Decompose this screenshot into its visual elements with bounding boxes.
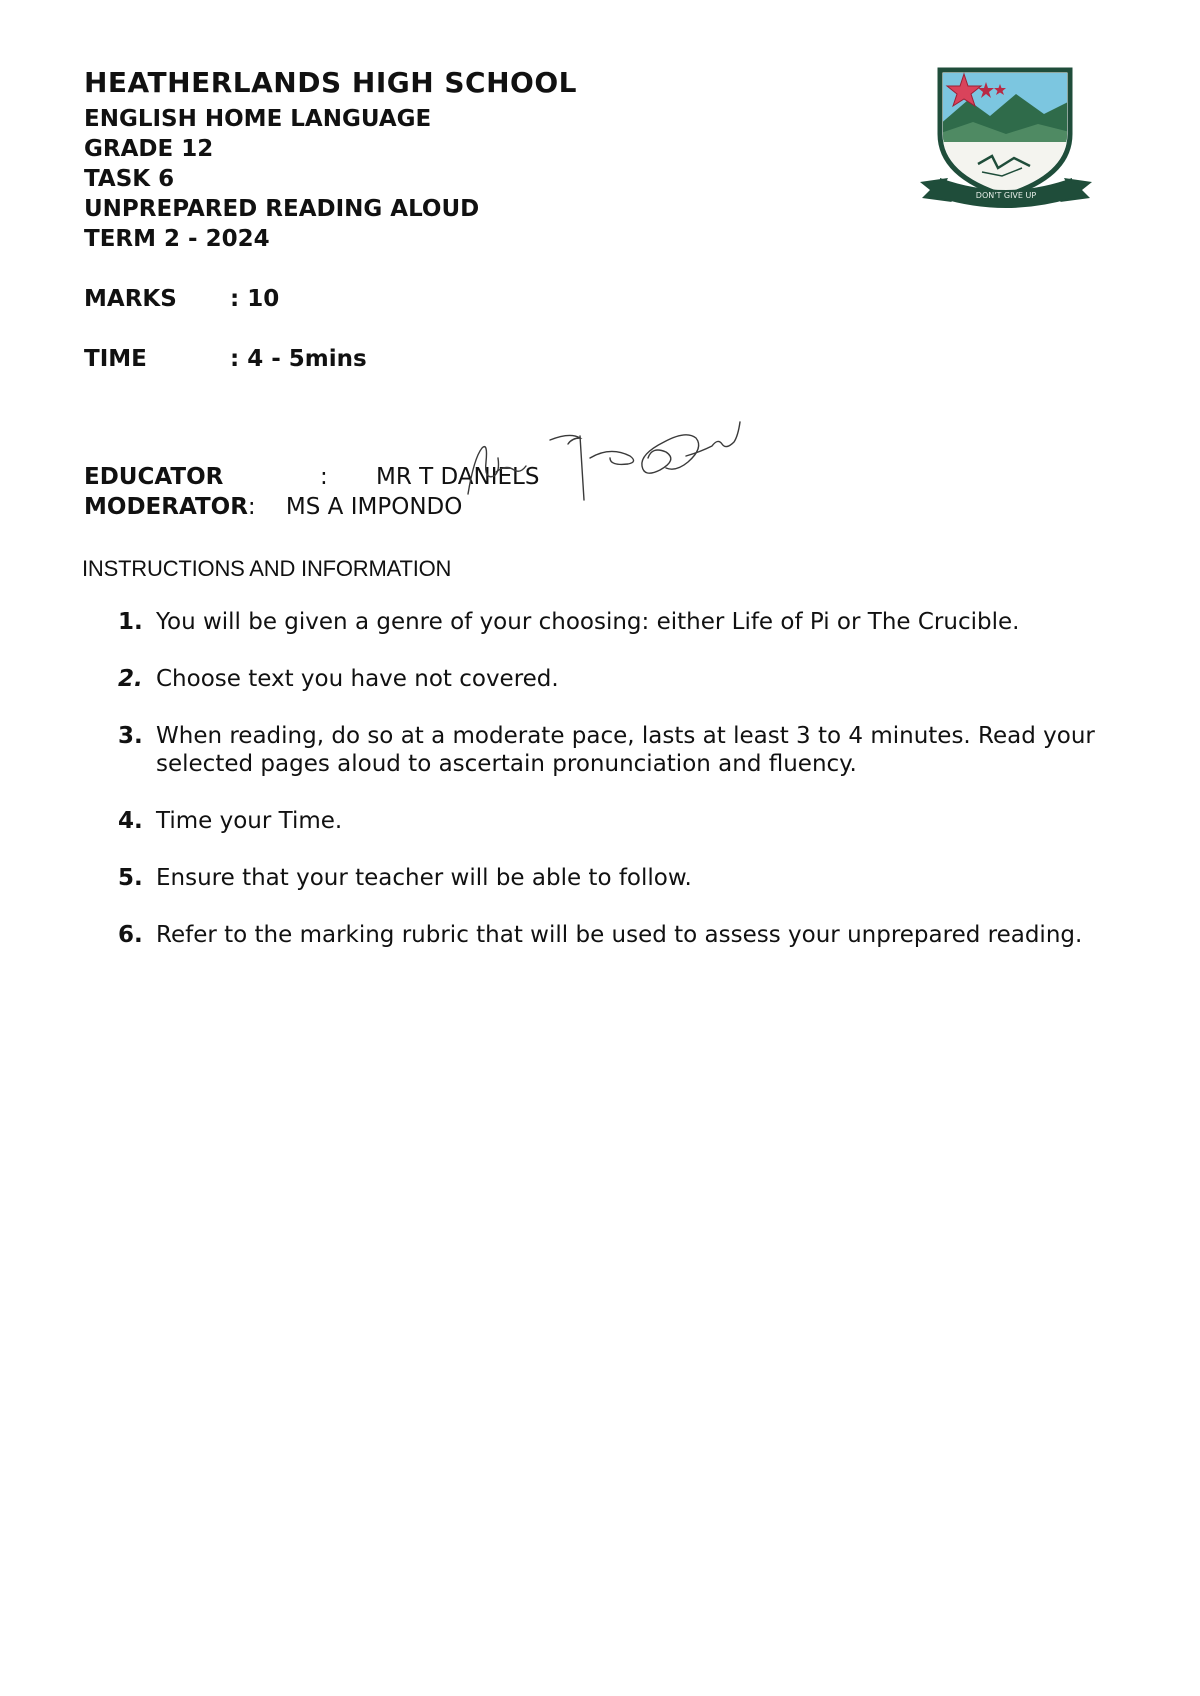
list-item-number: 4. bbox=[118, 808, 143, 834]
moderator-name: MS A IMPONDO bbox=[285, 494, 463, 520]
list-item-number: 6. bbox=[118, 922, 143, 948]
list-item-text: Ensure that your teacher will be able to follow. bbox=[156, 865, 692, 891]
educator-label: EDUCATOR bbox=[84, 464, 224, 490]
instructions-list bbox=[110, 608, 1110, 978]
moderator-label: MODERATOR bbox=[84, 494, 248, 520]
moderator-row bbox=[84, 494, 462, 520]
list-item bbox=[110, 807, 1110, 835]
list-item-number: 2. bbox=[118, 666, 143, 692]
grade-line: GRADE 12 bbox=[84, 136, 214, 162]
list-item-number: 5. bbox=[118, 865, 143, 891]
marks-label: MARKS bbox=[84, 286, 177, 312]
school-name: HEATHERLANDS HIGH SCHOOL bbox=[84, 66, 577, 99]
term-line: TERM 2 - 2024 bbox=[84, 226, 270, 252]
document-header bbox=[84, 66, 577, 254]
task-title-line: UNPREPARED READING ALOUD bbox=[84, 196, 480, 222]
list-item-text: Time your Time. bbox=[156, 808, 343, 834]
list-item bbox=[110, 608, 1110, 636]
marks-value: : 10 bbox=[230, 286, 280, 312]
list-item-text: Choose text you have not covered. bbox=[156, 666, 559, 692]
time-value: : 4 - 5mins bbox=[230, 346, 367, 372]
list-item bbox=[110, 864, 1110, 892]
school-crest-icon bbox=[918, 64, 1094, 220]
marks-row bbox=[84, 286, 279, 312]
crest-motto: DON'T GIVE UP bbox=[975, 191, 1037, 200]
list-item-number: 1. bbox=[118, 609, 143, 635]
task-line: TASK 6 bbox=[84, 166, 175, 192]
moderator-separator: : bbox=[247, 494, 256, 520]
list-item-number: 3. bbox=[118, 723, 143, 749]
list-item-text: Refer to the marking rubric that will be used to assess your unprepared reading. bbox=[156, 922, 1083, 948]
educator-name: MR T DANIELS bbox=[376, 464, 540, 490]
list-item bbox=[110, 921, 1110, 949]
signature-icon bbox=[460, 418, 770, 502]
list-item-text: When reading, do so at a moderate pace, lasts at least 3 to 4 minutes. Read your selected pages aloud to ascertain pronunciation and fluency. bbox=[156, 723, 1095, 777]
time-row bbox=[84, 346, 367, 372]
subject-line: ENGLISH HOME LANGUAGE bbox=[84, 106, 432, 132]
list-item bbox=[110, 665, 1110, 693]
educator-separator: : bbox=[320, 464, 328, 490]
instructions-heading: INSTRUCTIONS AND INFORMATION bbox=[82, 556, 452, 581]
list-item bbox=[110, 722, 1110, 778]
time-label: TIME bbox=[84, 346, 147, 372]
list-item-text: You will be given a genre of your choosing: either Life of Pi or The Crucible. bbox=[156, 609, 1020, 635]
